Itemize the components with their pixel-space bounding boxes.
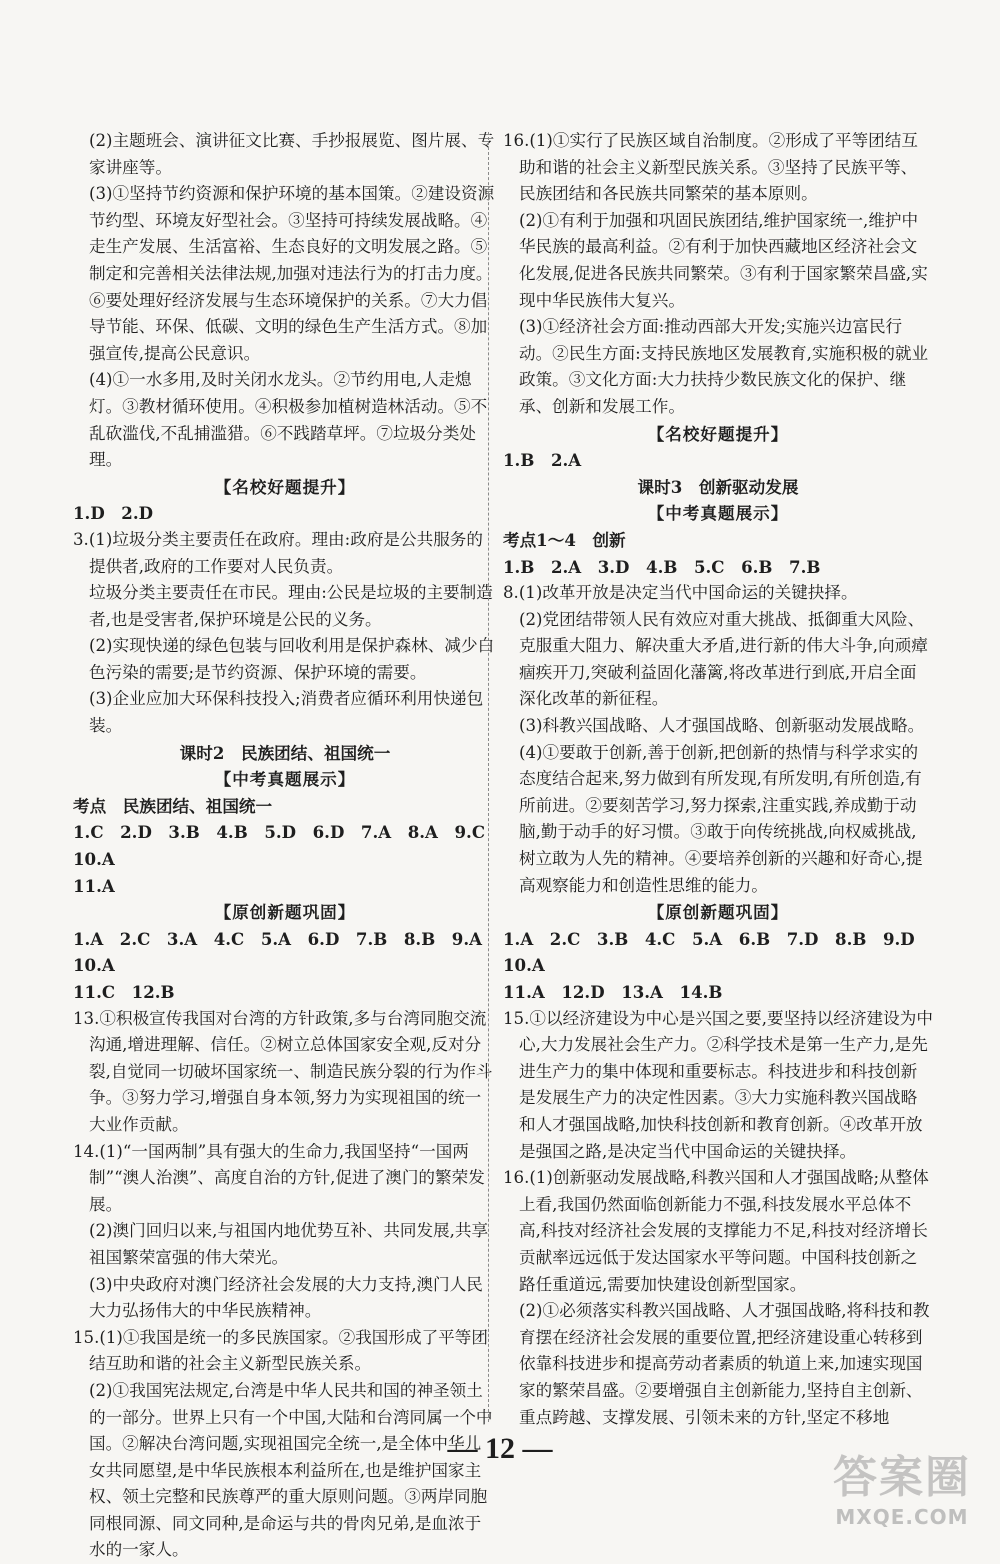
- answer-paragraph: (2)主题班会、演讲征文比赛、手抄报展览、图片展、专家讲座等。: [89, 131, 495, 177]
- section-heading: 【名校好题提升】: [214, 476, 356, 497]
- answer-paragraph: 8.(1)改革开放是决定当代中国命运的关键抉择。: [503, 583, 858, 603]
- answer-line: 11.A: [73, 875, 115, 896]
- answer-paragraph: (2)①有利于加强和巩固民族团结,维护国家统一,维护中华民族的最高利益。②有利于加快西藏地区经济社会文化发展,促进各民族共同繁荣。③有利于国家繁荣昌盛,实现中华民族伟大复兴。: [519, 210, 928, 310]
- answer-paragraph: (3)科教兴国战略、人才强国战略、创新驱动发展战略。: [519, 716, 925, 736]
- watermark-logo: [822, 1441, 982, 1533]
- lesson-title: 课时3 创新驱动发展: [637, 476, 799, 497]
- column-divider: [488, 132, 489, 1422]
- answer-line: 11.A 12.D 13.A 14.B: [503, 982, 723, 1002]
- answer-paragraph: (2)①我国宪法规定,台湾是中华人民共和国的神圣领土的一部分。世界上只有一个中国,大陆和台湾同属一个中国。②解决台湾问题,实现祖国完全统一,是全体中华儿女共同愿望,是中华民族根本利益所在,也是维护国家主权、领土完整和民族尊严的重大原则问题。③两岸同胞同根同源、同文同种,是命运与共的骨肉兄弟,是血浓于水的一家人。: [89, 1380, 493, 1560]
- watermark-text: 答案圈: [833, 1452, 971, 1503]
- answer-line: 1.D 2.D: [73, 503, 154, 524]
- section-heading: 【原创新题巩固】: [647, 902, 789, 923]
- answer-paragraph: 16.(1)①实行了民族区域自治制度。②形成了平等团结互助和谐的社会主义新型民族关系。③坚持了民族平等、民族团结和各民族共同繁荣的基本原则。: [503, 131, 918, 204]
- section-heading: 【原创新题巩固】: [214, 902, 356, 923]
- answer-line: 1.A 2.C 3.B 4.C 5.A 6.B 7.D 8.B 9.D 10.A: [503, 928, 932, 976]
- answer-paragraph: (3)企业应加大环保科技投入;消费者应循环利用快递包装。: [89, 689, 484, 736]
- answer-paragraph: 15.①以经济建设为中心是兴国之要,要坚持以经济建设为中心,大力发展社会生产力。②科学技术是第一生产力,是先进生产力的集中体现和重要标志。科技进步和科技创新是发展生产力的决定性因素。③大力实施科教兴国战略和人才强国战略,加快科技创新和教育创新。④改革开放是强国之路,是决定当代中国命运的关键抉择。: [503, 1008, 933, 1161]
- section-heading: 【中考真题展示】: [647, 503, 789, 524]
- section-heading: 【中考真题展示】: [214, 769, 356, 790]
- section-heading: 【名校好题提升】: [647, 423, 789, 444]
- answer-paragraph: (3)①坚持节约资源和保护环境的基本国策。②建设资源节约型、环境友好型社会。③坚持可持续发展战略。④走生产发展、生活富裕、生态良好的文明发展之路。⑤制定和完善相关法律法规,加强对违法行为的打击力度。⑥要处理好经济发展与生态环境保护的关系。⑦大力倡导节能、环保、低碳、文明的绿色生产生活方式。⑧加强宣传,提高公民意识。: [89, 184, 495, 363]
- answer-paragraph: (4)①要敢于创新,善于创新,把创新的热情与科学求实的态度结合起来,努力做到有所发现,有所发明,有所创造,有所前进。②要刻苦学习,努力探索,注重实践,养成勤于动脑,勤于动手的好习惯。③敢于向传统挑战,向权威挑战,树立敢为人先的精神。④要培养创新的兴趣和好奇心,提高观察能力和创造性思维的能力。: [519, 742, 923, 895]
- answer-paragraph: (2)党团结带领人民有效应对重大挑战、抵御重大风险、克服重大阻力、解决重大矛盾,进行新的伟大斗争,向顽瘴痼疾开刀,突破利益固化藩篱,将改革进行到底,开启全面深化改革的新征程。: [519, 609, 928, 709]
- page-number: — 12 —: [447, 1432, 553, 1465]
- answer-paragraph: (2)①必须落实科教兴国战略、人才强国战略,将科技和教育摆在经济社会发展的重要位置,把经济建设重心转移到依靠科技进步和提高劳动者素质的轨道上来,加速实现国家的繁荣昌盛。②要增强自主创新能力,坚持自主创新、重点跨越、支撑发展、引领未来的方针,坚定不移地: [519, 1301, 930, 1427]
- answer-paragraph: (3)①经济社会方面:推动西部大开发;实施兴边富民行动。②民生方面:支持民族地区发展教育,实施积极的就业政策。③文化方面:大力扶持少数民族文化的保护、继承、创新和发展工作。: [519, 317, 929, 416]
- answer-paragraph: 3.(1)垃圾分类主要责任在政府。理由:政府是公共服务的提供者,政府的工作要对人民负责。: [73, 529, 483, 576]
- answer-paragraph: (4)①一水多用,及时关闭水龙头。②节约用电,人走熄灯。③教材循环使用。④积极参加植树造林活动。⑤不乱砍滥伐,不乱捕滥猎。⑥不践踏草坪。⑦垃圾分类处理。: [89, 370, 488, 470]
- topic-label: 考点1～4 创新: [503, 529, 626, 550]
- answer-paragraph: 15.(1)①我国是统一的多民族国家。②我国形成了平等团结互助和谐的社会主义新型民族关系。: [73, 1327, 488, 1374]
- answer-line: 1.B 2.A 3.D 4.B 5.C 6.B 7.B: [503, 556, 821, 577]
- right-column: [503, 128, 933, 1431]
- answer-line: 1.B 2.A: [503, 450, 582, 471]
- answer-paragraph: (2)实现快递的绿色包装与回收利用是保护森林、减少白色污染的需要;是节约资源、保护环境的需要。: [89, 636, 495, 682]
- answer-line: 1.C 2.D 3.B 4.B 5.D 6.D 7.A 8.A 9.C 10.A: [73, 822, 502, 870]
- watermark-url: MXQE.COM: [835, 1505, 969, 1529]
- left-column: [73, 128, 502, 1564]
- answer-paragraph: (3)中央政府对澳门经济社会发展的大力支持,澳门人民大力弘扬伟大的中华民族精神。: [89, 1274, 483, 1321]
- answer-paragraph: 14.(1)“一国两制”具有强大的生命力,我国坚持“一国两制”“澳人治澳”、高度自治的方针,促进了澳门的繁荣发展。: [73, 1141, 485, 1214]
- answer-paragraph: 13.①积极宣传我国对台湾的方针政策,多与台湾同胞交流沟通,增进理解、信任。②树立总体国家安全观,反对分裂,自觉同一切破坏国家统一、制造民族分裂的行为作斗争。③努力学习,增强自身本领,努力为实现祖国的统一大业作贡献。: [73, 1008, 493, 1134]
- answer-paragraph: (2)澳门回归以来,与祖国内地优势互补、共同发展,共享祖国繁荣富强的伟大荣光。: [89, 1221, 489, 1267]
- answer-line: 1.A 2.C 3.A 4.C 5.A 6.D 7.B 8.B 9.A 10.A: [73, 928, 499, 976]
- answer-line: 11.C 12.B: [73, 982, 175, 1002]
- topic-label: 考点 民族团结、祖国统一: [73, 795, 273, 816]
- lesson-title: 课时2 民族团结、祖国统一: [179, 742, 391, 763]
- answer-paragraph: 垃圾分类主要责任在市民。理由:公民是垃圾的主要制造者,也是受害者,保护环境是公民的义务。: [89, 583, 493, 629]
- answer-paragraph: 16.(1)创新驱动发展战略,科教兴国和人才强国战略;从整体上看,我国仍然面临创新能力不强,科技发展水平总体不高,科技对经济社会发展的支撑能力不足,科技对经济增长贡献率远远低于发达国家水平等问题。中国科技创新之路任重道远,需要加快建设创新型国家。: [503, 1168, 929, 1294]
